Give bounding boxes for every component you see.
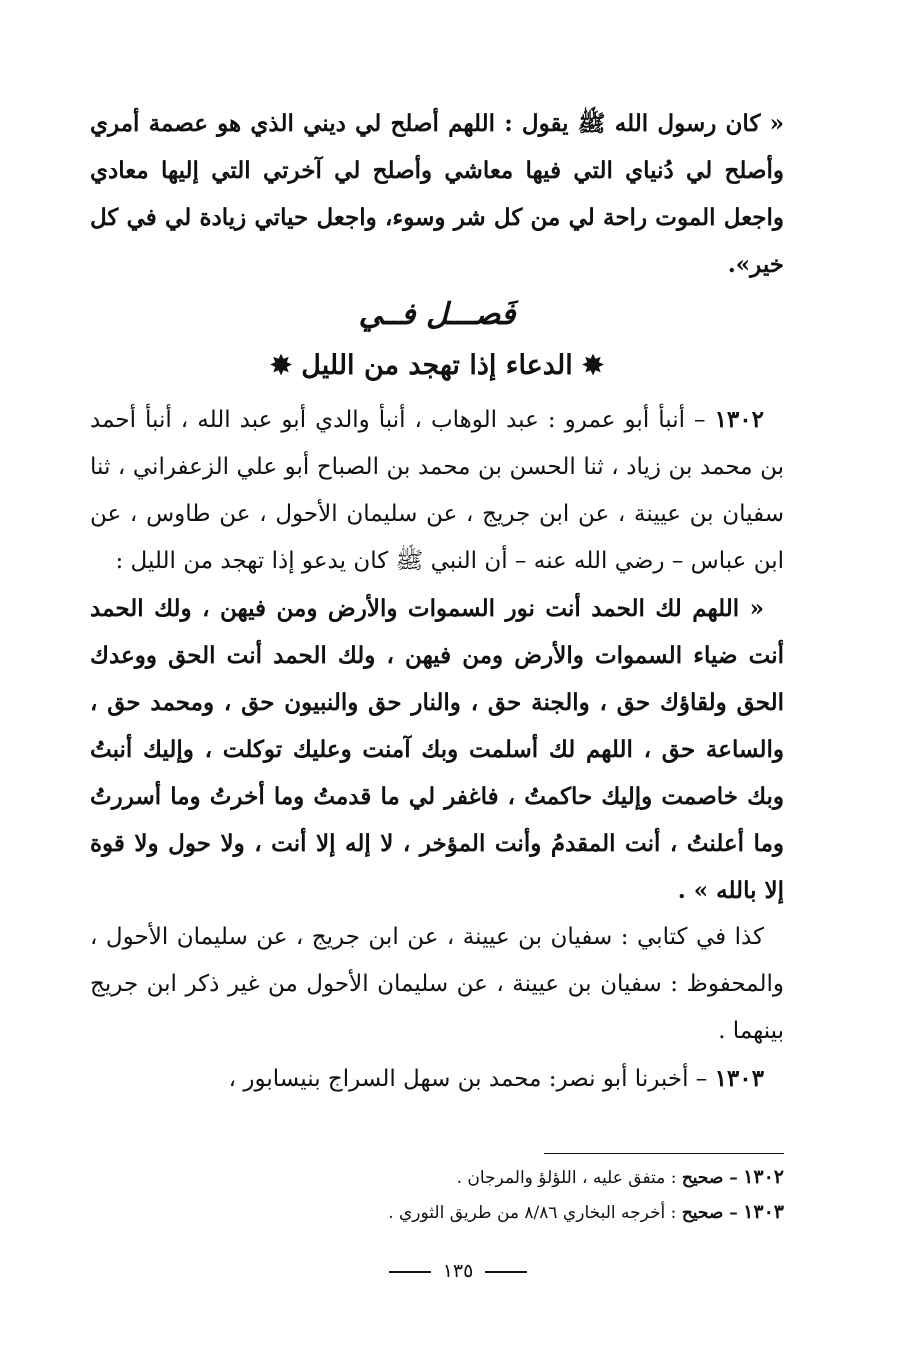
footnote-item	[90, 1160, 784, 1195]
hadith-line-1: « كان رسول الله ﷺ يقول : اللهم أصلح لي ديني الذي هو عصمة	[148, 110, 784, 137]
footnote-divider	[544, 1153, 784, 1154]
footnotes	[90, 1160, 784, 1230]
footnote-item	[90, 1195, 784, 1230]
isnad-text: – أخبرنا أبو نصر: محمد بن سهل السراج بنيسابور ،	[228, 1066, 708, 1092]
hadith-1302-note: كذا في كتابي : سفيان بن عيينة ، عن ابن جريج ، عن سليمان الأحول ، والمحفوظ : سفيان بن عيينة ، عن سليمان الأحول من غير ذكر ابن جريج بينهما .	[90, 924, 784, 1044]
section-title-text: الدعاء إذا تهجد من الليل	[301, 350, 573, 381]
footnote-grade: – صحيح	[681, 1168, 738, 1188]
hadith-1303-isnad	[90, 1055, 784, 1103]
hadith-number: ١٣٠٣	[714, 1065, 764, 1092]
section-title	[90, 340, 784, 392]
page-number	[0, 1260, 916, 1282]
footnote-number: ١٣٠٣	[743, 1201, 784, 1223]
fasl-heading: فَصـــل فــي	[358, 297, 516, 332]
hadith-number: ١٣٠٢	[714, 406, 764, 433]
footnote-number: ١٣٠٢	[743, 1166, 784, 1188]
footnote-text: : أخرجه البخاري ٨/٨٦ من طريق الثوري .	[388, 1203, 677, 1223]
hadith-continuation	[90, 100, 784, 288]
hadith-1302-matn: « اللهم لك الحمد أنت نور السموات والأرض ومن فيهن ، ولك الحمد أنت ضياء السموات والأرض ومن فيهن ، ولك الحمد أنت الحق ووعدك الحق ولقاؤك حق ، والجنة حق ، والنار حق والنبيون حق ، ومحمد حق ، والساعة حق ، اللهم لك أسلمت وبك آمنت وعليك توكلت ، وإليك أنبتُ وبك خاصمت وإليك حاكمتُ ، فاغفر لي ما قدمتُ وما أخرتُ وما أسررتُ وما أعلنتُ ، أنت المقدمُ وأنت المؤخر ، لا إله إلا أنت ، ولا حول ولا قوة إلا بالله » .	[90, 595, 784, 904]
dash-ornament	[389, 1271, 431, 1273]
main-text	[90, 100, 784, 1103]
star-ornament-icon: ✸	[582, 351, 604, 381]
isnad-text: – أنبأ أبو عمرو : عبد الوهاب ، أنبأ والدي أبو عبد الله ، أنبأ أحمد بن محمد بن زياد ، ثنا الحسن بن محمد بن الصباح أبو علي الزعفراني ، ثنا سفيان بن عيينة ، عن ابن جريج ، عن سليمان الأحول ، عن طاوس ، عن ابن عباس – رضي الله عنه – أن النبي ﷺ كان يدعو إذا تهجد من الليل :	[90, 407, 784, 574]
footnote-grade: – صحيح	[681, 1203, 738, 1223]
dash-ornament	[485, 1271, 527, 1273]
footnote-text: : متفق عليه ، اللؤلؤ والمرجان .	[456, 1168, 677, 1188]
page-number-text: ١٣٥	[442, 1260, 474, 1282]
hadith-1302-isnad	[90, 396, 784, 585]
hadith-line-3: واجعل الموت راحة لي من كل شر وسوء، واجعل حياتي زيادة لي في كل خير».	[90, 204, 784, 278]
hadith-line-2: أمري وأصلح لي دُنياي التي فيها معاشي وأصلح لي آخرتي التي إليها معادي	[90, 110, 784, 184]
star-ornament-icon: ✸	[270, 351, 292, 381]
